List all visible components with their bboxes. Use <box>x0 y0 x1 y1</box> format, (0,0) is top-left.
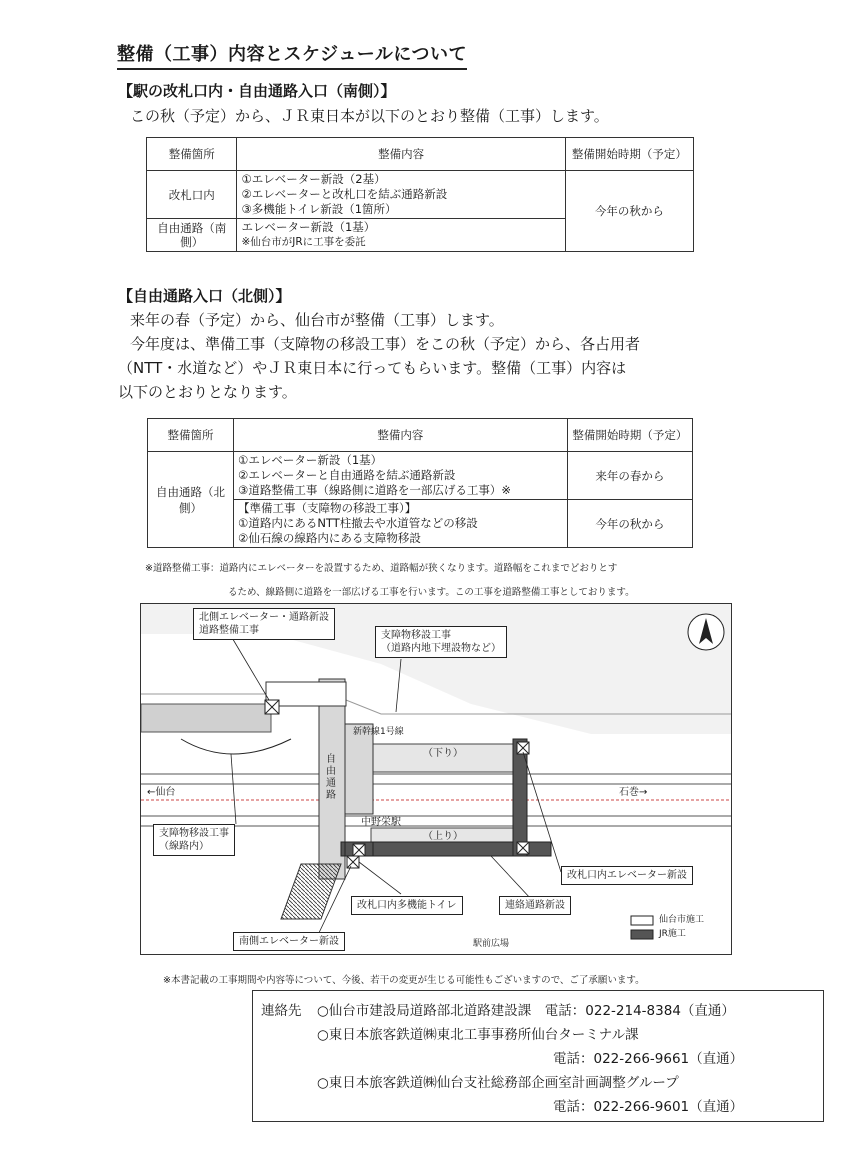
legend-city: 仙台市施工 <box>659 915 705 925</box>
start-spring: 来年の春から <box>567 452 692 500</box>
prep-item: ①道路内にあるNTT柱撤去や水道管などの移設 <box>238 516 478 530</box>
south-item: ※仙台市がJRに工事を委託 <box>241 236 366 248</box>
contact-jr-branch: ○東日本旅客鉄道㈱仙台支社総務部企画室計画調整グループ <box>317 1075 679 1091</box>
south-item: エレベーター新設（1基） <box>241 220 376 234</box>
contact-jr-branch-tel: 電話：022-266-9601（直通） <box>553 1099 744 1115</box>
label-free-passage: 自由通路 <box>326 754 336 801</box>
north-items <box>234 452 568 500</box>
label-station: 中野栄駅 <box>361 817 401 828</box>
footnote-line: ※道路整備工事：道路内にエレベーターを設置するため、道路幅が狭くなります。道路幅をこれまでどおりとす <box>145 563 618 574</box>
south-stairs <box>281 864 341 919</box>
section2-table <box>147 418 693 548</box>
section1-intro: この秋（予定）から、ＪＲ東日本が以下のとおり整備（工事）します。 <box>130 107 609 125</box>
legend-jr: JR施工 <box>659 929 686 939</box>
th-place: 整備箇所 <box>148 419 234 452</box>
legend-swatch-jr <box>631 930 653 939</box>
label-north-ev-text: 北側エレベーター・通路新設 <box>199 612 329 623</box>
relocation-arc <box>181 739 291 754</box>
prep-item: 【準備工事（支障物の移設工事）】 <box>238 501 417 515</box>
prep-items <box>234 500 568 548</box>
label-down: （下り） <box>423 748 463 759</box>
north-item: ①エレベーター新設（1基） <box>238 453 383 467</box>
footnote-line: るため、線路側に道路を一部広げる工事を行います。この工事を道路整備工事としております。 <box>228 587 635 598</box>
gate-items <box>237 171 565 219</box>
th-start: 整備開始時期（予定） <box>567 419 692 452</box>
gate-item: ①エレベーター新設（2基） <box>241 172 386 186</box>
contact-box <box>252 990 824 1122</box>
contact-jr-terminal-tel: 電話：022-266-9661（直通） <box>553 1051 744 1067</box>
gate-item: ③多機能トイレ新設（1箇所） <box>241 202 397 216</box>
label-relocation-track-text: 支障物移設工事 <box>159 828 229 839</box>
label-up: （上り） <box>423 831 463 842</box>
label-toilet: 改札口内多機能トイレ <box>351 896 463 915</box>
gate-item: ②エレベーターと改札口を結ぶ通路新設 <box>241 187 448 201</box>
contact-city: ○仙台市建設局道路部北道路建設課 電話：022-214-8384（直通） <box>317 1003 735 1019</box>
label-relocation-road-sub: （道路内地下埋設物など） <box>381 643 501 654</box>
label-north-ev <box>193 608 335 640</box>
north-item: ②エレベーターと自由通路を結ぶ通路新設 <box>238 468 456 482</box>
contact-label: 連絡先 <box>261 1003 302 1019</box>
label-relocation-road-text: 支障物移設工事 <box>381 630 451 641</box>
th-place: 整備箇所 <box>147 138 237 171</box>
section1-heading: 【駅の改札口内・自由通路入口（南側）】 <box>118 82 396 100</box>
label-bullet-sign: 新幹線1号線 <box>353 727 404 737</box>
place-north: 自由通路（北側） <box>148 452 234 548</box>
label-plaza: 駅前広場 <box>473 939 510 949</box>
prep-item: ②仙石線の線路内にある支障物移設 <box>238 531 421 545</box>
label-link-passage: 連絡通路新設 <box>499 896 571 915</box>
section2-line: 以下のとおりとなります。 <box>118 383 297 401</box>
label-south-ev: 南側エレベーター新設 <box>233 932 345 951</box>
section2-heading: 【自由通路入口（北側）】 <box>118 287 291 305</box>
contact-jr-terminal: ○東日本旅客鉄道㈱東北工事事務所仙台ターミナル課 <box>317 1027 639 1043</box>
section1-table <box>146 137 694 252</box>
label-gate-ev: 改札口内エレベーター新設 <box>561 866 693 885</box>
legend-swatch-city <box>631 916 653 925</box>
start-autumn: 今年の秋から <box>567 500 692 548</box>
label-road-work: 道路整備工事 <box>199 625 259 636</box>
jr-ev-shaft <box>513 739 527 856</box>
start-autumn: 今年の秋から <box>565 171 693 252</box>
section2-line: 来年の春（予定）から、仙台市が整備（工事）します。 <box>130 311 504 329</box>
page-title: 整備（工事）内容とスケジュールについて <box>117 40 467 70</box>
label-ishinomaki: 石巻→ <box>619 787 648 798</box>
th-content: 整備内容 <box>237 138 565 171</box>
disclaimer: ※本書記載の工事期間や内容等について、今後、若干の変更が生じる可能性もございますので、ご了承願います。 <box>163 975 645 986</box>
place-gate: 改札口内 <box>147 171 237 219</box>
th-content: 整備内容 <box>234 419 568 452</box>
label-relocation-road <box>375 626 507 658</box>
label-relocation-track <box>153 824 235 856</box>
label-sendai: ←仙台 <box>147 787 176 798</box>
section2-line: 今年度は、準備工事（支障物の移設工事）をこの秋（予定）から、各占用者 <box>130 335 641 353</box>
north-road <box>141 704 271 732</box>
section2-line: （NTT・水道など）やＪＲ東日本に行ってもらいます。整備（工事）内容は <box>118 359 627 377</box>
north-item: ③道路整備工事（線路側に道路を一部広げる工事）※ <box>238 483 511 497</box>
south-items <box>237 219 565 252</box>
label-relocation-track-sub: （線路内） <box>159 841 209 852</box>
th-start: 整備開始時期（予定） <box>565 138 693 171</box>
place-south: 自由通路（南側） <box>147 219 237 252</box>
station-map <box>140 603 732 955</box>
